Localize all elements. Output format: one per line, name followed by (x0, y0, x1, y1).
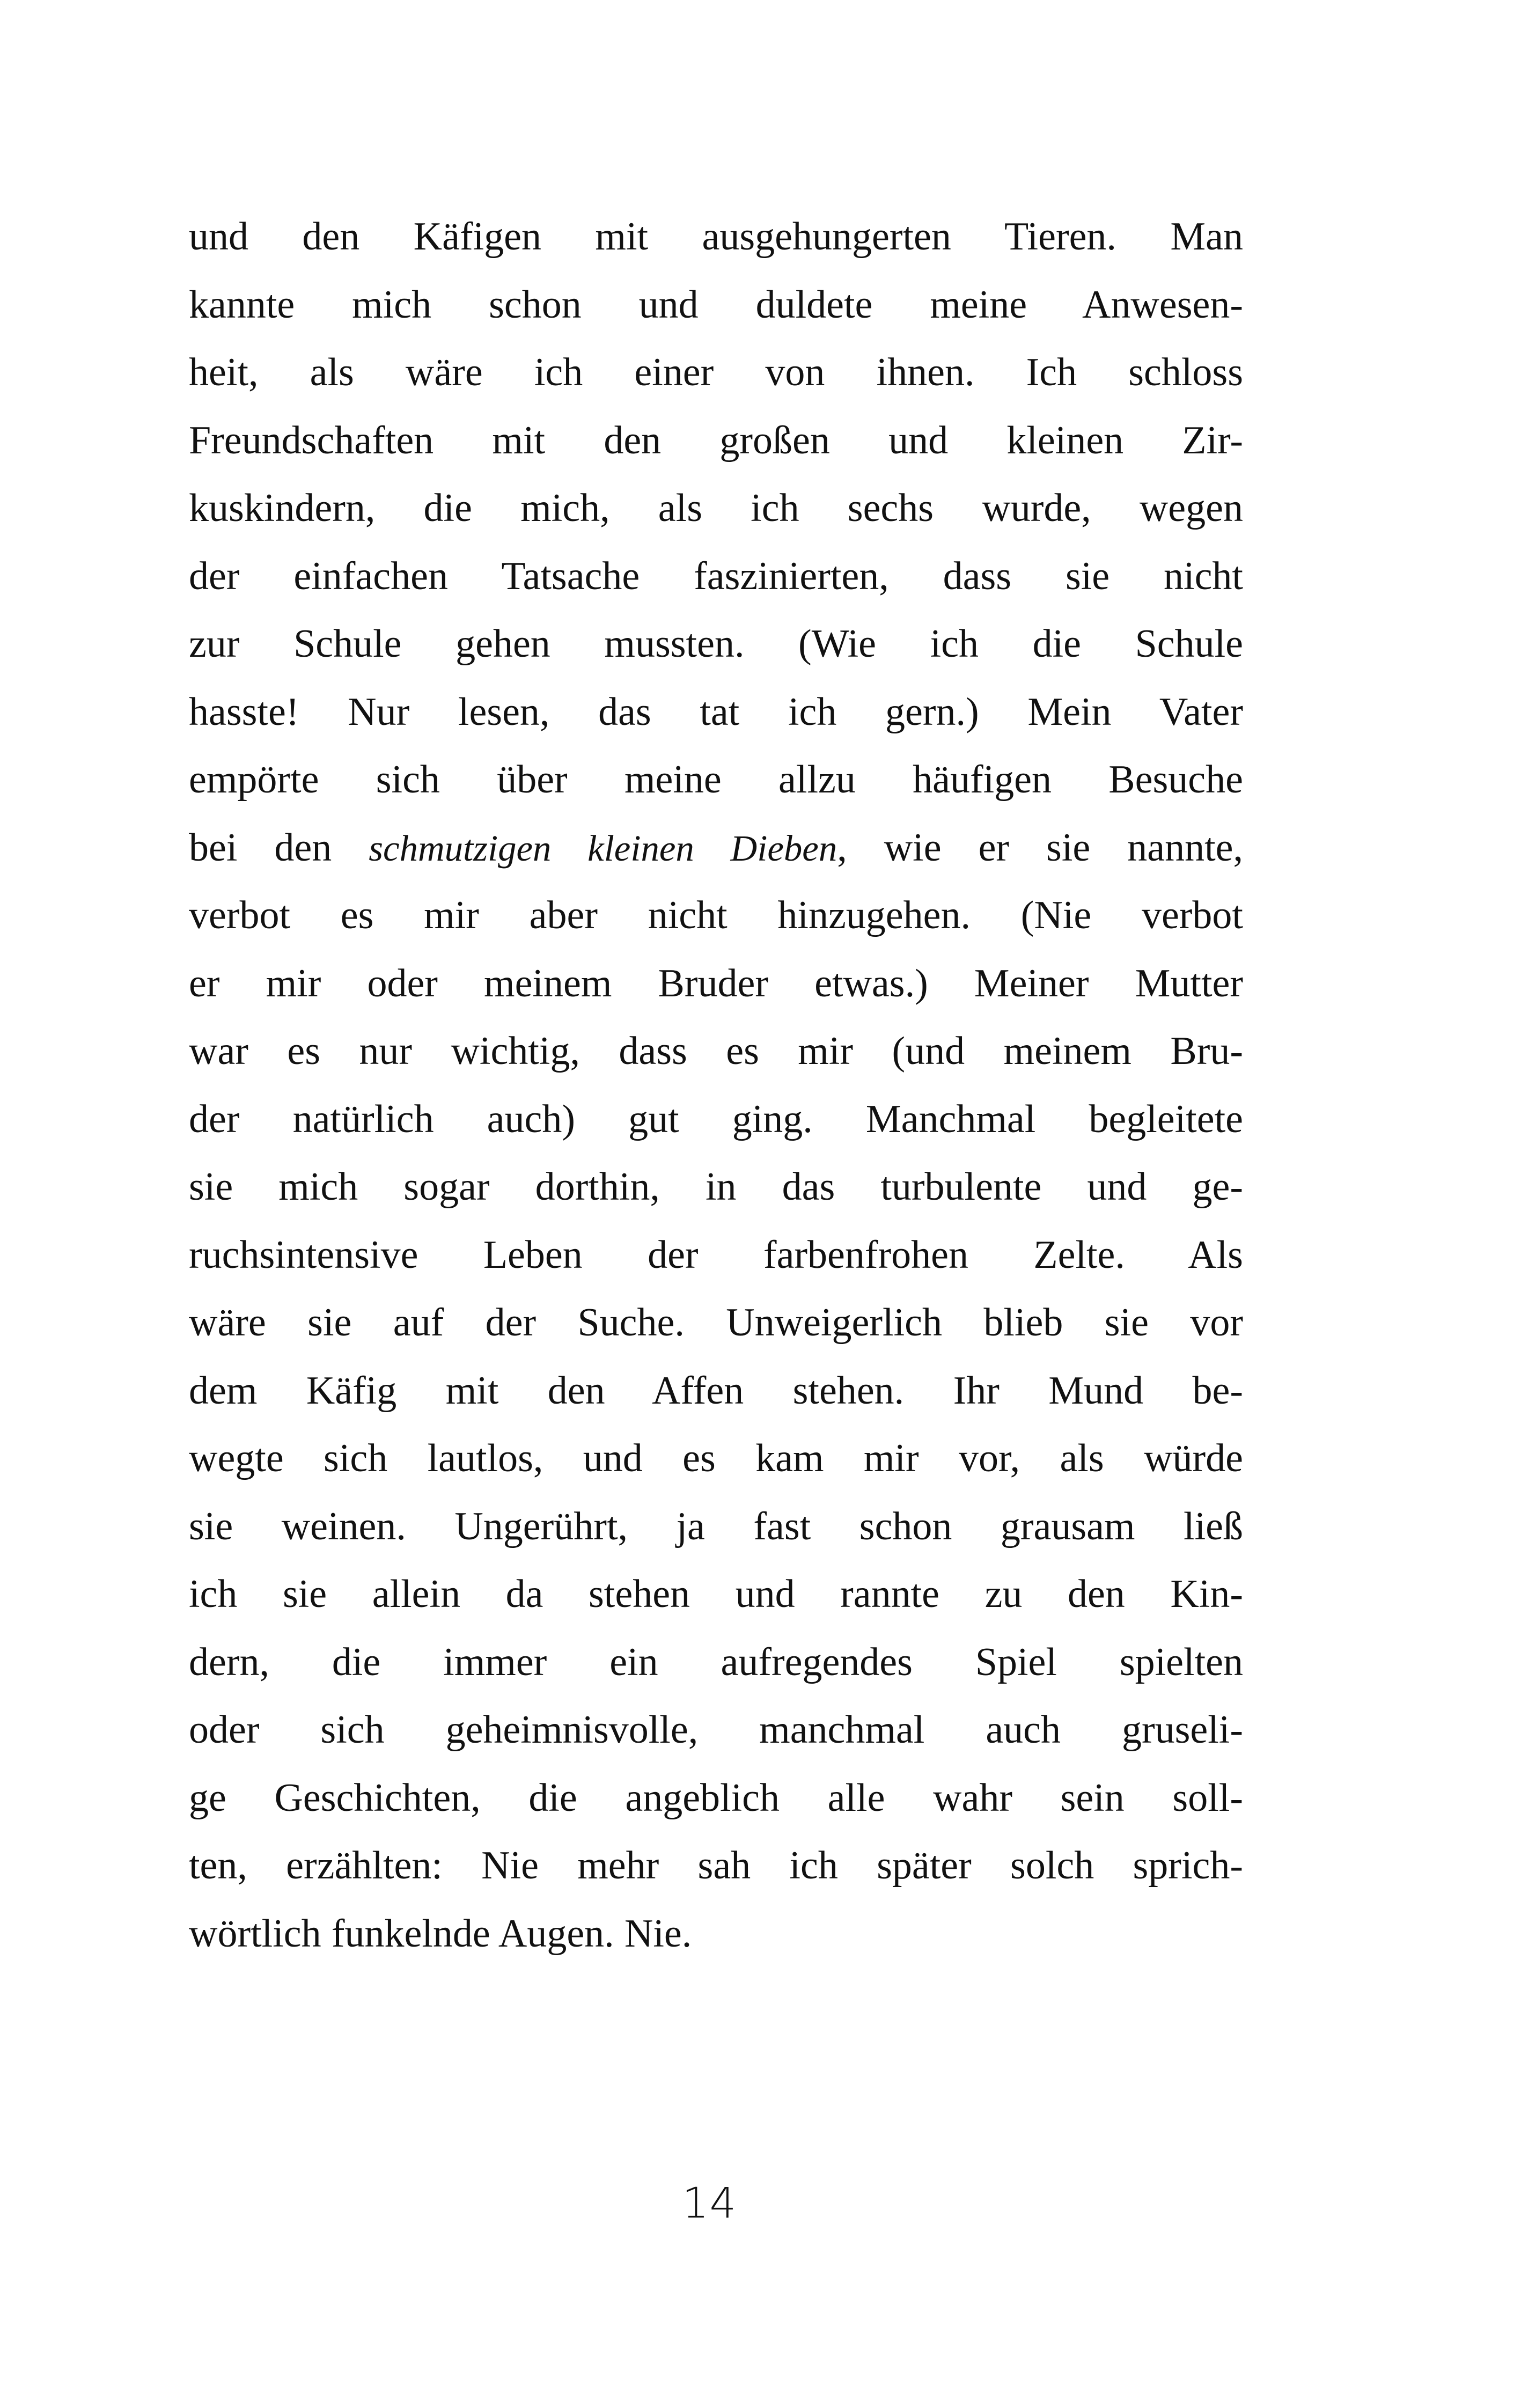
text-line: sie weinen. Ungerührt, ja fast schon grausam ließ (189, 1504, 1243, 1548)
text-line: ge Geschichten, die angeblich alle wahr sein soll- (189, 1775, 1243, 1820)
text-line: kannte mich schon und duldete meine Anwesen- (189, 282, 1243, 327)
text-line: sie mich sogar dorthin, in das turbulente und ge- (189, 1165, 1243, 1209)
text-line: und den Käfigen mit ausgehungerten Tieren. Man (189, 215, 1243, 259)
text-line: kuskindern, die mich, als ich sechs wurde, wegen (189, 486, 1243, 530)
text-line: ruchsintensive Leben der farbenfrohen Zelte. Als (189, 1232, 1243, 1277)
text-line: hasste! Nur lesen, das tat ich gern.) Mein Vater (189, 689, 1243, 734)
text-line: ich sie allein da stehen und rannte zu den Kin- (189, 1572, 1243, 1616)
emphasized-phrase: schmutzigen kleinen Dieben (369, 827, 837, 869)
text-run: bei den (189, 825, 369, 870)
text-line: war es nur wichtig, dass es mir (und meinem Bru- (189, 1029, 1243, 1073)
text-line: dem Käfig mit den Affen stehen. Ihr Mund be- (189, 1368, 1243, 1413)
paragraph-continuation (189, 203, 1243, 1967)
text-line: empörte sich über meine allzu häufigen Besuche (189, 758, 1243, 802)
body-text-block (189, 203, 1243, 1967)
page-number: 14 (682, 2179, 737, 2228)
text-line: der einfachen Tatsache faszinierten, dass sie nicht (189, 554, 1243, 598)
text-line-with-emphasis (189, 814, 1243, 882)
text-line: er mir oder meinem Bruder etwas.) Meiner Mutter (189, 961, 1243, 1005)
text-line: oder sich geheimnisvolle, manchmal auch gruseli- (189, 1708, 1243, 1752)
text-line: verbot es mir aber nicht hinzugehen. (Nie verbot (189, 893, 1243, 937)
text-line: Freundschaften mit den großen und kleinen Zir- (189, 418, 1243, 462)
text-line: heit, als wäre ich einer von ihnen. Ich schloss (189, 350, 1243, 394)
text-line: wegte sich lautlos, und es kam mir vor, als würde (189, 1436, 1243, 1480)
text-line: der natürlich auch) gut ging. Manchmal begleitete (189, 1097, 1243, 1141)
text-line: zur Schule gehen mussten. (Wie ich die Schule (189, 622, 1243, 666)
text-line: wäre sie auf der Suche. Unweigerlich blieb sie vor (189, 1301, 1243, 1345)
text-line: wörtlich funkelnde Augen. Nie. (189, 1911, 692, 1956)
text-line: ten, erzählten: Nie mehr sah ich später solch sprich- (189, 1844, 1243, 1888)
text-line: dern, die immer ein aufregendes Spiel spielten (189, 1640, 1243, 1684)
text-run: , wie er sie nannte, (837, 825, 1243, 870)
